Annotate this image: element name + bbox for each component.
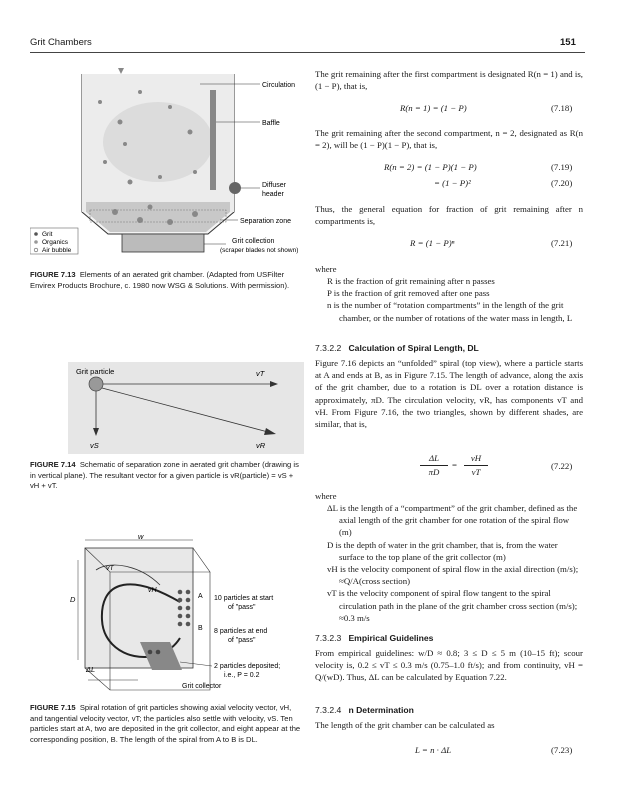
header-rule (30, 52, 585, 53)
where-1: where (315, 264, 337, 274)
section-7-3-2-3: 7.3.2.3 Empirical Guidelines (315, 633, 434, 643)
label-diffuser-2: header (262, 191, 284, 198)
label-vt: vT (256, 369, 265, 378)
baffle (210, 90, 216, 190)
diffuser-header (229, 182, 241, 194)
label-end-1: 8 particles at end (214, 628, 268, 635)
label-a: A (198, 593, 203, 600)
paragraph-2: The grit remaining after the second compartment, n = 2, designated as R(n = 2), will be (1 − P)(1 − P), that is, (315, 128, 583, 151)
figure-7-15 (30, 530, 310, 698)
equation-7-19: R(n = 2) = (1 − P)(1 − P) (384, 162, 477, 172)
definition-n: n is the number of “rotation compartments” in the length of the grit chamber, or the number of rotations of the water mass in length, L (327, 300, 573, 323)
label-end-2: of "pass" (228, 637, 256, 644)
label-b: B (198, 625, 203, 632)
equation-7-21-number: (7.21) (551, 238, 573, 248)
label-deposited-2: i.e., P = 0.2 (224, 672, 260, 679)
label-grit-particle: Grit particle (76, 367, 115, 376)
label-separation-zone: Separation zone (240, 218, 291, 225)
label-circulation: Circulation (262, 82, 296, 89)
label-vs: vS (90, 441, 99, 450)
definition-dl: ΔL is the length of a “compartment” of the grit chamber, defined as the axial length of the grit chamber for one rotation of the spiral flow (m) (327, 503, 578, 538)
grit-layer (86, 202, 230, 232)
water-level-marker (118, 68, 124, 74)
running-title: Grit Chambers (30, 37, 92, 48)
paragraph-6: The length of the grit chamber can be calculated as (315, 720, 495, 730)
equation-7-20: = (1 − P)² (434, 178, 471, 188)
definitions-1 (327, 275, 583, 324)
caption-7-14: FIGURE 7.14 Schematic of separation zone in aerated grit chamber (drawing is in vertical plane). The resultant vector for a given particle is vR(particle) = vS + vH + vT. (30, 460, 299, 491)
label-start-2: of "pass" (228, 604, 256, 611)
equation-7-23-number: (7.23) (551, 745, 573, 755)
label-start-1: 10 particles at start (214, 595, 274, 602)
label-grit-collector: Grit collector (182, 683, 222, 690)
caption-7-15: FIGURE 7.15 Spiral rotation of grit particles showing axial velocity vector, vH, and tangential velocity vector, vT; the particles also settle with velocity, vS. Ten particles start at A, two are deposited in the grit collector, and eight appear at the corresponding position, B. The length of the spiral from A to B is DL. (30, 703, 301, 744)
label-d: D (70, 595, 76, 604)
grit-collector (122, 234, 204, 252)
chamber-back (85, 548, 193, 668)
label-vr: vR (256, 441, 266, 450)
label-dl: ΔL (86, 665, 96, 674)
page-number: 151 (560, 37, 576, 48)
paragraph-3: Thus, the general equation for fraction of grit remaining after n compartments is, (315, 204, 583, 227)
label-scraper: (scraper blades not shown) (220, 247, 299, 254)
label-deposited-1: 2 particles deposited; (214, 663, 281, 670)
paragraph-5: From empirical guidelines: w/D ≈ 0.8; 3 ≤ D ≤ 5 m (10–15 ft); scour velocity is, 0.2 ≤ vT ≤ 0.3 m/s (0.75–1.0 ft/s); and from continuity, vH = Q/(wD). Thus, ΔL can be calculated by Equation 7.22. (315, 648, 583, 683)
equation-7-20-number: (7.20) (551, 178, 573, 188)
legend-air-bubble: Air bubble (42, 247, 72, 254)
equation-7-23: L = n · ΔL (415, 745, 452, 755)
definition-r: R is the fraction of grit remaining after n passes (327, 276, 495, 286)
label-vh: vH (148, 587, 157, 594)
section-7-3-2-4: 7.3.2.4 n Determination (315, 705, 414, 715)
grit-particle (89, 377, 103, 391)
equation-7-22-number: (7.22) (551, 461, 573, 471)
legend-grit: Grit (42, 231, 53, 238)
label-baffle: Baffle (262, 120, 280, 127)
label-diffuser-1: Diffuser (262, 182, 286, 189)
section-7-3-2-2: 7.3.2.2 Calculation of Spiral Length, DL (315, 343, 479, 353)
definition-vh: vH is the velocity component of spiral flow in the axial direction (m/s); ≈Q/A(cross section) (327, 564, 579, 587)
paragraph-1: The grit remaining after the first compartment is designated R(n = 1) and is, (1 − P), that is, (315, 69, 583, 92)
figure-7-14 (30, 362, 305, 457)
label-w: w (138, 532, 144, 541)
equation-7-18: R(n = 1) = (1 − P) (400, 103, 467, 113)
circulation-zone (103, 102, 213, 182)
label-grit-collection: Grit collection (232, 238, 275, 245)
equation-7-18-number: (7.18) (551, 103, 573, 113)
equation-7-21: R = (1 − P)ⁿ (410, 238, 455, 248)
definition-d: D is the depth of water in the grit chamber, that is, from the water surface to the top plane of the grit collector (m) (327, 539, 558, 562)
definitions-2 (327, 502, 583, 624)
equation-7-19-number: (7.19) (551, 162, 573, 172)
label-vt: vT (106, 565, 114, 572)
definition-p: P is the fraction of grit removed after one pass (327, 288, 490, 299)
figure-7-13 (30, 62, 320, 267)
definition-vt: vT is the velocity component of spiral flow tangent to the spiral circulation path in the plane of the grit chamber cross section (m/s); ≈0.3 m/s (327, 588, 578, 623)
paragraph-4: Figure 7.16 depicts an “unfolded” spiral (top view), where a particle starts at A and ends at B, as in Figure 7.15. The length of advance, along the axis of the grit chamber, due to a rotation is DL over a rotation distance is approximately, πD. The circulation velocity, vR, has components vT and vH. From Figure 7.16, the two triangles, shown by different shades, are similar, that is, (315, 358, 583, 430)
legend-organics: Organics (42, 239, 69, 246)
caption-7-13: FIGURE 7.13 Elements of an aerated grit chamber. (Adapted from USFilter Envirex Products Brochure, c. 1980 now WSG & Solutions. With permission). (30, 270, 290, 290)
where-2: where (315, 491, 337, 501)
